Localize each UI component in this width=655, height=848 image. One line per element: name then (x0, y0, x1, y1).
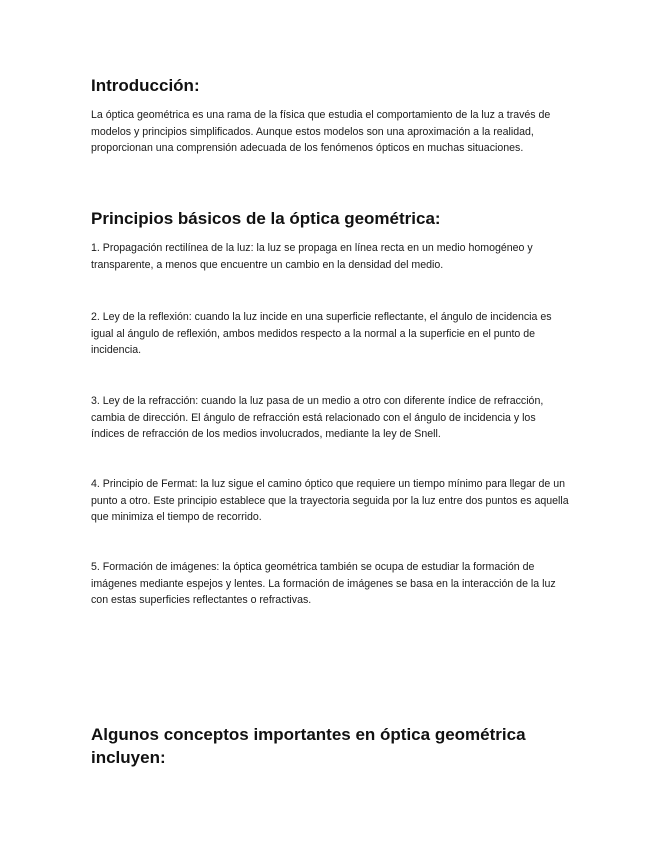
concepts-heading: Algunos conceptos importantes en óptica geométrica incluyen: (91, 725, 526, 767)
principle-item-refraction: 3. Ley de la refracción: cuando la luz pasa de un medio a otro con diferente índice de refracción, cambia de dirección. El ángulo de refracción está relacionado con el ángulo de incidencia y los índices de refracción de los medios involucrados, mediante la ley de Snell. (91, 395, 544, 441)
principle-item-fermat: 4. Principio de Fermat: la luz sigue el camino óptico que requiere un tiempo mínimo para llegar de un punto a otro. Este principio establece que la trayectoria seguida por la luz entre dos puntos es aquella que minimiza el tiempo de recorrido. (91, 478, 569, 524)
principle-item-reflection: 2. Ley de la reflexión: cuando la luz incide en una superficie reflectante, el ángulo de incidencia es igual al ángulo de reflexión, ambos medidos respecto a la normal a la superficie en el punto de incidencia. (91, 311, 552, 357)
principle-item-image-formation: 5. Formación de imágenes: la óptica geométrica también se ocupa de estudiar la formación de imágenes mediante espejos y lentes. La formación de imágenes se basa en la interacción de la luz con estas superficies reflectantes o refractivas. (91, 561, 556, 607)
intro-paragraph: La óptica geométrica es una rama de la física que estudia el comportamiento de la luz a través de modelos y principios simplificados. Aunque estos modelos son una aproximación a la realidad, proporcionan una comprensión adecuada de los fenómenos ópticos en muchas situaciones. (91, 109, 551, 155)
intro-heading: Introducción: (91, 76, 200, 95)
principle-item-propagation: 1. Propagación rectilínea de la luz: la luz se propaga en línea recta en un medio homogéneo y transparente, a menos que encuentre un cambio en la densidad del medio. (91, 242, 533, 271)
principles-heading: Principios básicos de la óptica geométrica: (91, 209, 441, 228)
